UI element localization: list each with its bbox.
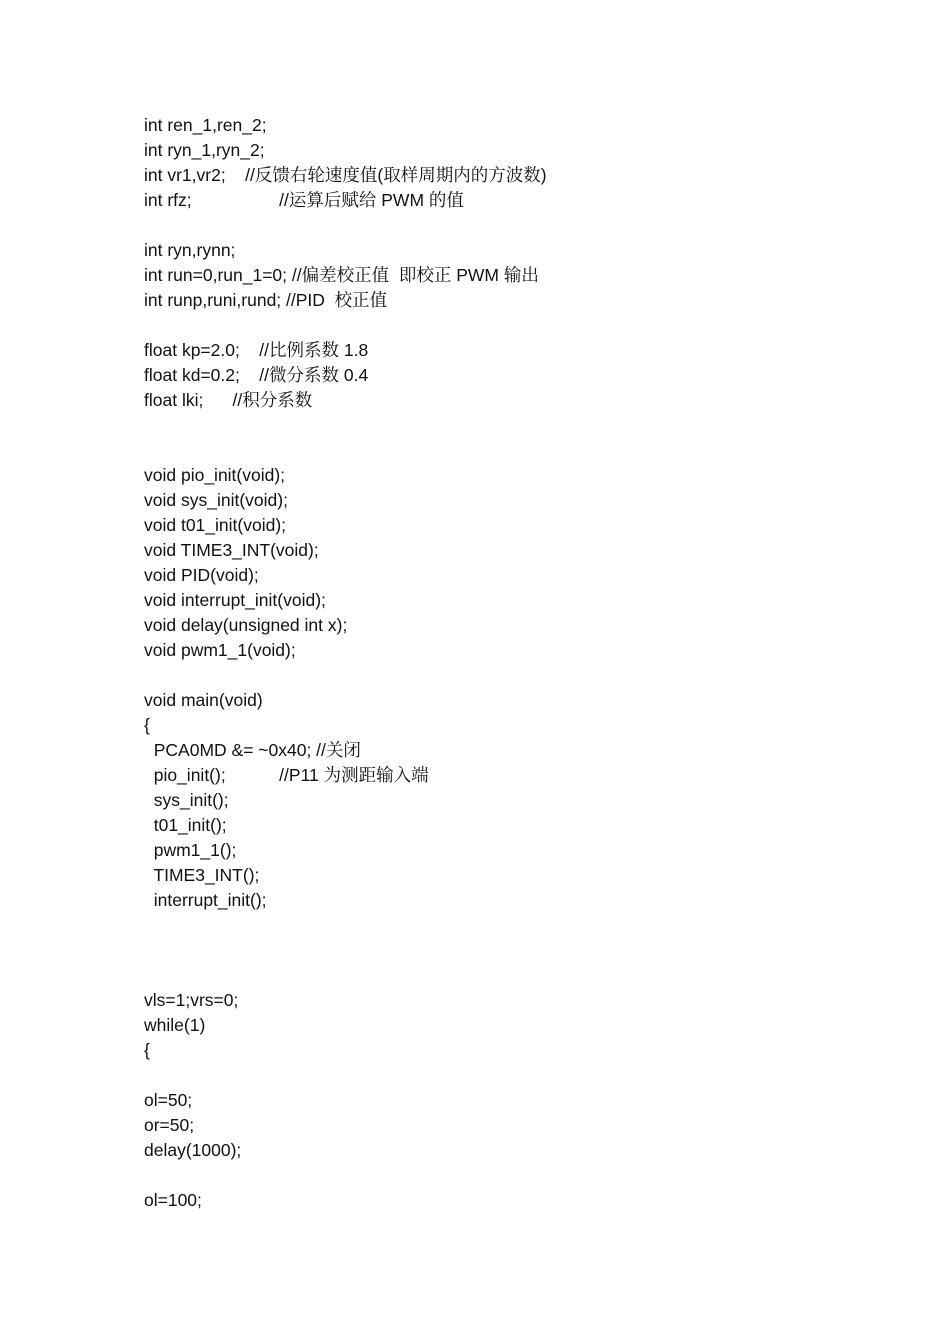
code-line: void sys_init(void); [144, 490, 288, 510]
code-line: int ryn,rynn; [144, 240, 236, 260]
code-line [144, 1163, 547, 1188]
code-line: void TIME3_INT(void); [144, 540, 319, 560]
code-line [144, 938, 547, 963]
code-line: while(1) [144, 1015, 206, 1035]
code-line: { [144, 715, 150, 735]
code-line: int vr1,vr2; //反馈右轮速度值(取样周期内的方波数) [144, 165, 547, 185]
code-line [144, 438, 547, 463]
code-line: int run=0,run_1=0; //偏差校正值 即校正 PWM 输出 [144, 265, 539, 285]
code-listing [144, 113, 547, 1213]
code-line: void main(void) [144, 690, 263, 710]
code-line: t01_init(); [144, 815, 227, 835]
code-line: interrupt_init(); [144, 890, 267, 910]
code-line: void pio_init(void); [144, 465, 286, 485]
code-line: void delay(unsigned int x); [144, 615, 348, 635]
code-line: float lki; //积分系数 [144, 390, 313, 410]
code-line [144, 313, 547, 338]
code-line: int ren_1,ren_2; [144, 115, 267, 135]
code-line: pwm1_1(); [144, 840, 237, 860]
code-line: PCA0MD &= ~0x40; //关闭 [144, 740, 361, 760]
code-line [144, 213, 547, 238]
code-line: pio_init(); //P11 为测距输入端 [144, 765, 429, 785]
code-line: void pwm1_1(void); [144, 640, 296, 660]
code-line: void t01_init(void); [144, 515, 287, 535]
code-line: void PID(void); [144, 565, 259, 585]
code-line [144, 913, 547, 938]
code-line: TIME3_INT(); [144, 865, 260, 885]
code-line: ol=50; [144, 1090, 193, 1110]
code-line: ol=100; [144, 1190, 202, 1210]
code-line [144, 413, 547, 438]
code-line [144, 1063, 547, 1088]
code-line: { [144, 1040, 150, 1060]
code-line [144, 963, 547, 988]
code-line: float kp=2.0; //比例系数 1.8 [144, 340, 369, 360]
code-line: void interrupt_init(void); [144, 590, 326, 610]
code-line [144, 663, 547, 688]
code-line: vls=1;vrs=0; [144, 990, 239, 1010]
code-line: float kd=0.2; //微分系数 0.4 [144, 365, 369, 385]
code-line: int rfz; //运算后赋给 PWM 的值 [144, 190, 464, 210]
code-line: sys_init(); [144, 790, 229, 810]
code-line: int ryn_1,ryn_2; [144, 140, 265, 160]
code-line: delay(1000); [144, 1140, 242, 1160]
code-line: int runp,runi,rund; //PID 校正值 [144, 290, 388, 310]
code-line: or=50; [144, 1115, 195, 1135]
